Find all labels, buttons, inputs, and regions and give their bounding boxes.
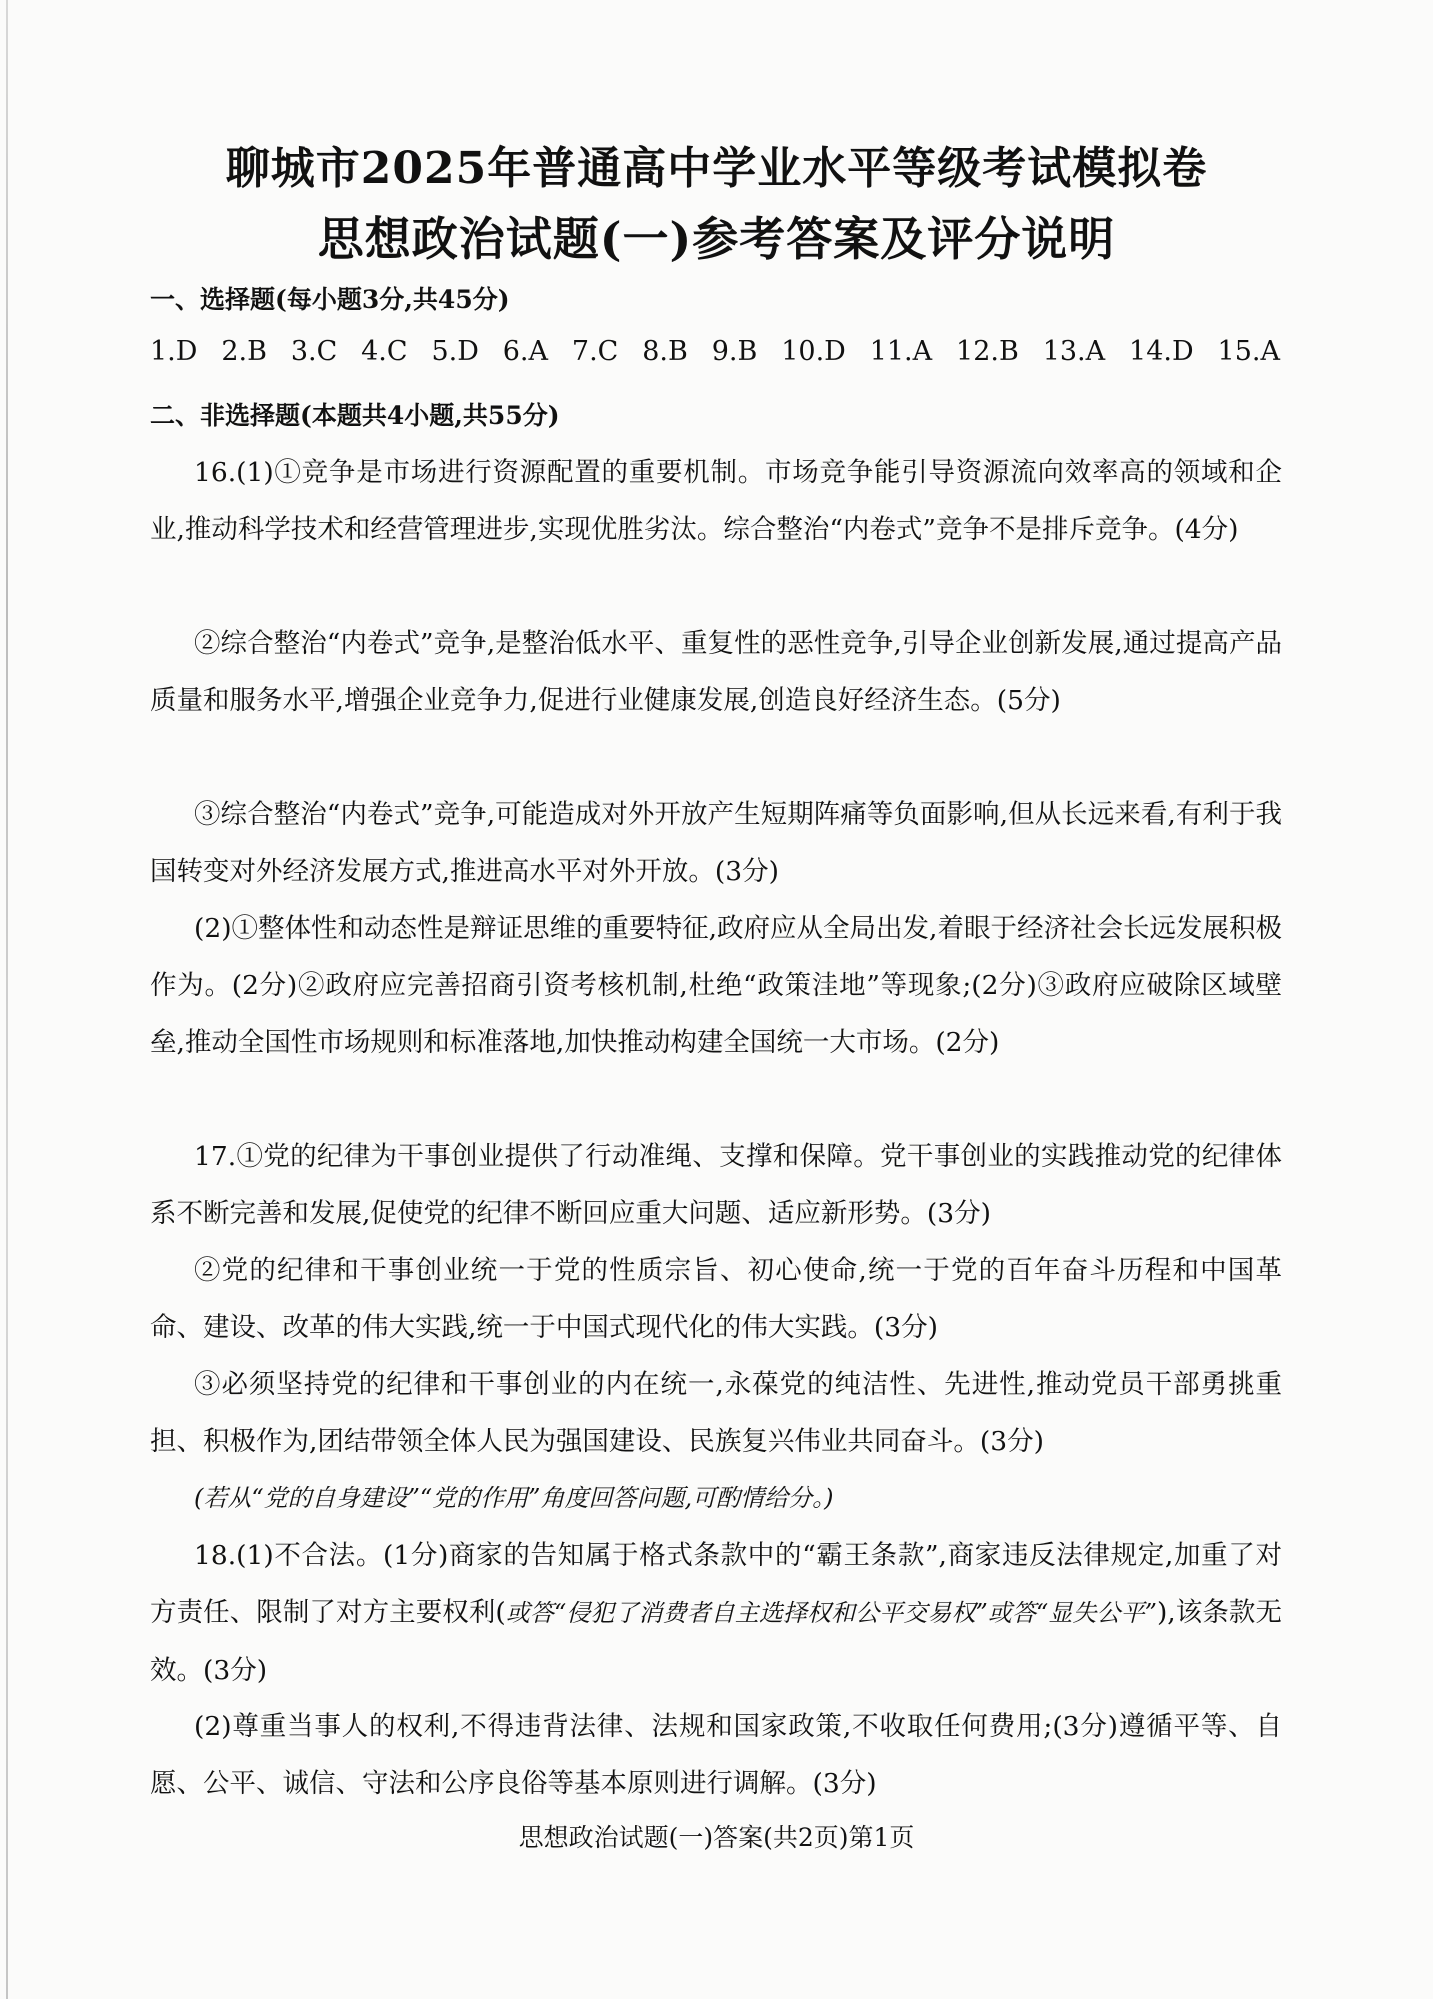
choice-answers	[150, 336, 1280, 367]
answer-item: 5.D	[431, 336, 479, 367]
answer-item: 2.B	[221, 336, 267, 367]
answer-item: 1.D	[150, 336, 198, 367]
answer-item: 11.A	[869, 336, 933, 367]
page-footer: 思想政治试题(一)答案(共2页)第1页	[518, 1823, 915, 1852]
answer-item: 12.B	[956, 336, 1019, 367]
q17-scoring-note: (若从“党的自身建设”“党的作用”角度回答问题,可酌情给分。)	[194, 1484, 834, 1512]
q18-part1	[150, 1527, 1282, 1699]
q18-part2: (2)尊重当事人的权利,不得违背法律、法规和国家政策,不收取任何费用;(3分)遵循平等、自愿、公平、诚信、守法和公序良俗等基本原则进行调解。(3分)	[150, 1711, 1282, 1799]
q16-part1-point1: 16.(1)①竞争是市场进行资源配置的重要机制。市场竞争能引导资源流向效率高的领域和企业,推动科学技术和经营管理进步,实现优胜劣汰。综合整治“内卷式”竞争不是排斥竞争。(4分)	[150, 457, 1282, 545]
answer-item: 6.A	[502, 336, 549, 367]
answer-item: 3.C	[290, 336, 338, 367]
q16-part1-point2: ②综合整治“内卷式”竞争,是整治低水平、重复性的恶性竞争,引导企业创新发展,通过提高产品质量和服务水平,增强企业竞争力,促进行业健康发展,创造良好经济生态。(5分)	[150, 628, 1282, 716]
answer-item: 4.C	[361, 336, 408, 367]
answer-item: 15.A	[1217, 336, 1280, 367]
answer-item: 8.B	[642, 336, 688, 367]
answer-item: 10.D	[781, 336, 846, 367]
q16-part2: (2)①整体性和动态性是辩证思维的重要特征,政府应从全局出发,着眼于经济社会长远发展积极作为。(2分)②政府应完善招商引资考核机制,杜绝“政策洼地”等现象;(2分)③政府应破除区域壁垒,推动全国性市场规则和标准落地,加快推动构建全国统一大市场。(2分)	[150, 913, 1282, 1058]
q18-part1-text-a: 18.(1)不合法。(1分)商家的告知属于格式条款中的“霸王条款”,商家违反法律规定,加重了对方责任、限制了对方主要权利(	[150, 1540, 1282, 1628]
section1-heading: 一、选择题(每小题3分,共45分)	[150, 285, 510, 314]
q18-part1-alt-answer: 或答“侵犯了消费者自主选择权和公平交易权”或答“显失公平”	[505, 1599, 1157, 1627]
q18-part1-text-c: ),该条款无效。(3分)	[150, 1597, 1283, 1686]
q17-point3: ③必须坚持党的纪律和干事创业的内在统一,永葆党的纯洁性、先进性,推动党员干部勇挑重担、积极作为,团结带领全体人民为强国建设、民族复兴伟业共同奋斗。(3分)	[150, 1369, 1282, 1457]
section2-heading: 二、非选择题(本题共4小题,共55分)	[150, 401, 560, 430]
q17-point1: 17.①党的纪律为干事创业提供了行动准绳、支撑和保障。党干事创业的实践推动党的纪律体系不断完善和发展,促使党的纪律不断回应重大问题、适应新形势。(3分)	[150, 1141, 1282, 1229]
answer-item: 14.D	[1129, 336, 1194, 367]
q16-part1-point3: ③综合整治“内卷式”竞争,可能造成对外开放产生短期阵痛等负面影响,但从长远来看,有利于我国转变对外经济发展方式,推进高水平对外开放。(3分)	[150, 799, 1282, 887]
answer-item: 9.B	[711, 336, 758, 367]
answer-item: 13.A	[1042, 336, 1106, 367]
q17-point2: ②党的纪律和干事创业统一于党的性质宗旨、初心使命,统一于党的百年奋斗历程和中国革命、建设、改革的伟大实践,统一于中国式现代化的伟大实践。(3分)	[150, 1255, 1282, 1343]
answer-item: 7.C	[571, 336, 619, 367]
exam-title: 聊城市2025年普通高中学业水平等级考试模拟卷	[225, 143, 1208, 194]
exam-subtitle: 思想政治试题(一)参考答案及评分说明	[317, 212, 1116, 266]
scan-edge-shadow	[6, 0, 8, 1999]
